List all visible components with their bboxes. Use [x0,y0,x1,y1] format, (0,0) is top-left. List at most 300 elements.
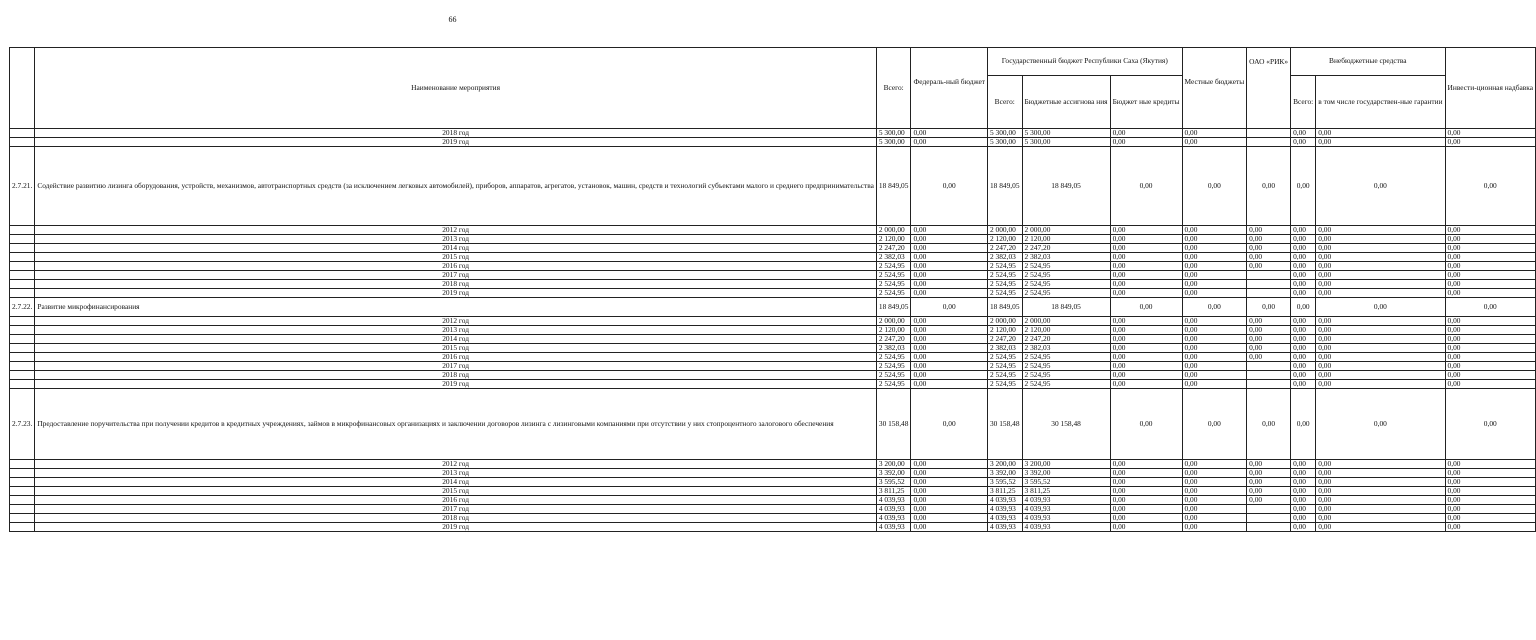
cell-budget-allocations: 3 392,00 [1022,469,1110,478]
cell-state-total: 4 039,93 [987,505,1022,514]
cell-rik: 0,00 [1247,244,1291,253]
header-state-total: Всего: [987,76,1022,129]
cell-investment: 0,00 [1445,389,1535,460]
cell-budget-allocations: 2 120,00 [1022,326,1110,335]
cell-budget-credits: 0,00 [1110,353,1182,362]
cell-rik: 0,00 [1247,317,1291,326]
cell-total: 2 524,95 [876,280,911,289]
cell-budget-credits: 0,00 [1110,460,1182,469]
cell-state-guarantees: 0,00 [1316,298,1445,317]
cell-state-total: 2 000,00 [987,226,1022,235]
measure-code [10,262,35,271]
page-number: 66 [448,15,457,24]
cell-state-guarantees: 0,00 [1316,523,1445,532]
header-rik: ОАО «РИК» [1247,48,1291,129]
cell-extra-total: 0,00 [1291,460,1316,469]
year-label: 2016 год [35,353,877,362]
cell-total: 2 247,20 [876,335,911,344]
cell-state-total: 4 039,93 [987,523,1022,532]
cell-extra-total: 0,00 [1291,317,1316,326]
cell-local: 0,00 [1182,235,1247,244]
year-row [10,496,1536,505]
cell-investment: 0,00 [1445,271,1535,280]
cell-local: 0,00 [1182,262,1247,271]
header-local: Местные бюджеты [1182,48,1247,129]
cell-total: 3 595,52 [876,478,911,487]
cell-extra-total: 0,00 [1291,362,1316,371]
cell-extra-total: 0,00 [1291,389,1316,460]
measure-code [10,317,35,326]
cell-investment: 0,00 [1445,514,1535,523]
cell-budget-credits: 0,00 [1110,523,1182,532]
cell-local: 0,00 [1182,335,1247,344]
year-label: 2013 год [35,326,877,335]
cell-budget-allocations: 2 524,95 [1022,380,1110,389]
cell-total: 4 039,93 [876,496,911,505]
cell-budget-credits: 0,00 [1110,298,1182,317]
cell-state-total: 2 524,95 [987,380,1022,389]
cell-budget-allocations: 2 524,95 [1022,271,1110,280]
cell-state-guarantees: 0,00 [1316,235,1445,244]
cell-federal: 0,00 [911,280,988,289]
year-row [10,460,1536,469]
cell-budget-allocations: 2 120,00 [1022,235,1110,244]
cell-budget-credits: 0,00 [1110,317,1182,326]
measure-code [10,138,35,147]
measure-code [10,271,35,280]
cell-budget-allocations: 2 524,95 [1022,353,1110,362]
cell-budget-allocations: 18 849,05 [1022,147,1110,226]
budget-table [9,47,1536,532]
header-federal: Федераль-ный бюджет [911,48,988,129]
cell-budget-allocations: 2 247,20 [1022,335,1110,344]
cell-state-guarantees: 0,00 [1316,226,1445,235]
year-label: 2017 год [35,505,877,514]
cell-total: 5 300,00 [876,129,911,138]
measure-code [10,496,35,505]
cell-state-total: 2 382,03 [987,253,1022,262]
header-total: Всего: [876,48,911,129]
measure-code [10,335,35,344]
cell-state-total: 2 382,03 [987,344,1022,353]
year-label: 2012 год [35,226,877,235]
cell-total: 2 000,00 [876,226,911,235]
cell-budget-allocations: 3 811,25 [1022,487,1110,496]
cell-extra-total: 0,00 [1291,469,1316,478]
cell-total: 3 200,00 [876,460,911,469]
cell-federal: 0,00 [911,514,988,523]
cell-local: 0,00 [1182,129,1247,138]
cell-total: 2 120,00 [876,326,911,335]
cell-local: 0,00 [1182,371,1247,380]
cell-rik [1247,371,1291,380]
cell-state-total: 18 849,05 [987,298,1022,317]
cell-total: 2 000,00 [876,317,911,326]
cell-budget-credits: 0,00 [1110,371,1182,380]
cell-budget-allocations: 3 200,00 [1022,460,1110,469]
cell-investment: 0,00 [1445,460,1535,469]
cell-budget-credits: 0,00 [1110,514,1182,523]
cell-budget-credits: 0,00 [1110,271,1182,280]
cell-rik [1247,362,1291,371]
cell-budget-allocations: 4 039,93 [1022,514,1110,523]
measure-code [10,460,35,469]
cell-federal: 0,00 [911,317,988,326]
cell-state-guarantees: 0,00 [1316,335,1445,344]
cell-investment: 0,00 [1445,235,1535,244]
cell-local: 0,00 [1182,226,1247,235]
cell-investment: 0,00 [1445,129,1535,138]
cell-investment: 0,00 [1445,380,1535,389]
year-label: 2018 год [35,280,877,289]
cell-total: 2 524,95 [876,362,911,371]
measure-code: 2.7.22. [10,298,35,317]
cell-budget-credits: 0,00 [1110,335,1182,344]
cell-budget-allocations: 4 039,93 [1022,505,1110,514]
measure-name: Содействие развитию лизинга оборудования, устройств, механизмов, автотранспортных средств (за исключением легковых автомобилей), приборов, аппаратов, агрегатов, установок, машин, средств и технологий субъектами малого и среднего предпринимательства [35,147,877,226]
cell-investment: 0,00 [1445,147,1535,226]
year-label: 2015 год [35,344,877,353]
cell-budget-credits: 0,00 [1110,496,1182,505]
cell-local: 0,00 [1182,280,1247,289]
cell-local: 0,00 [1182,138,1247,147]
cell-budget-credits: 0,00 [1110,129,1182,138]
cell-budget-allocations: 2 524,95 [1022,289,1110,298]
measure-code [10,487,35,496]
cell-state-total: 3 595,52 [987,478,1022,487]
header-name: Наименование мероприятия [35,48,877,129]
cell-extra-total: 0,00 [1291,487,1316,496]
cell-rik: 0,00 [1247,298,1291,317]
year-row [10,505,1536,514]
cell-total: 2 524,95 [876,380,911,389]
cell-state-total: 3 392,00 [987,469,1022,478]
year-row [10,371,1536,380]
cell-budget-allocations: 2 524,95 [1022,280,1110,289]
cell-state-total: 30 158,48 [987,389,1022,460]
measure-code [10,362,35,371]
cell-federal: 0,00 [911,362,988,371]
cell-budget-credits: 0,00 [1110,289,1182,298]
cell-rik: 0,00 [1247,469,1291,478]
cell-state-guarantees: 0,00 [1316,317,1445,326]
cell-extra-total: 0,00 [1291,478,1316,487]
cell-state-guarantees: 0,00 [1316,496,1445,505]
cell-extra-total: 0,00 [1291,271,1316,280]
measure-code: 2.7.23. [10,389,35,460]
cell-state-total: 4 039,93 [987,496,1022,505]
year-label: 2019 год [35,289,877,298]
cell-state-guarantees: 0,00 [1316,262,1445,271]
cell-rik [1247,271,1291,280]
cell-rik: 0,00 [1247,326,1291,335]
cell-budget-credits: 0,00 [1110,244,1182,253]
cell-investment: 0,00 [1445,326,1535,335]
measure-code [10,523,35,532]
cell-state-total: 2 120,00 [987,235,1022,244]
cell-federal: 0,00 [911,326,988,335]
cell-local: 0,00 [1182,460,1247,469]
header-budget-credits: Бюджет ные кредиты [1110,76,1182,129]
year-row [10,353,1536,362]
cell-extra-total: 0,00 [1291,326,1316,335]
year-label: 2018 год [35,371,877,380]
cell-total: 2 247,20 [876,244,911,253]
cell-total: 18 849,05 [876,147,911,226]
cell-investment: 0,00 [1445,344,1535,353]
cell-state-total: 3 200,00 [987,460,1022,469]
cell-budget-allocations: 18 849,05 [1022,298,1110,317]
cell-investment: 0,00 [1445,487,1535,496]
cell-state-total: 2 524,95 [987,280,1022,289]
cell-budget-allocations: 2 000,00 [1022,226,1110,235]
header-extra-total: Всего: [1291,76,1316,129]
cell-investment: 0,00 [1445,496,1535,505]
cell-extra-total: 0,00 [1291,244,1316,253]
year-row [10,335,1536,344]
cell-extra-total: 0,00 [1291,138,1316,147]
cell-budget-credits: 0,00 [1110,138,1182,147]
cell-extra-total: 0,00 [1291,253,1316,262]
cell-federal: 0,00 [911,298,988,317]
cell-state-guarantees: 0,00 [1316,389,1445,460]
cell-extra-total: 0,00 [1291,505,1316,514]
cell-investment: 0,00 [1445,262,1535,271]
cell-state-guarantees: 0,00 [1316,280,1445,289]
cell-state-total: 2 524,95 [987,262,1022,271]
cell-federal: 0,00 [911,389,988,460]
cell-investment: 0,00 [1445,505,1535,514]
cell-budget-allocations: 5 300,00 [1022,129,1110,138]
cell-extra-total: 0,00 [1291,262,1316,271]
cell-investment: 0,00 [1445,253,1535,262]
cell-state-total: 4 039,93 [987,514,1022,523]
header-investment: Инвести-ционная надбавка [1445,48,1535,129]
cell-extra-total: 0,00 [1291,289,1316,298]
cell-rik: 0,00 [1247,496,1291,505]
cell-extra-total: 0,00 [1291,280,1316,289]
year-row [10,362,1536,371]
cell-federal: 0,00 [911,138,988,147]
cell-total: 4 039,93 [876,523,911,532]
cell-budget-credits: 0,00 [1110,147,1182,226]
year-row [10,244,1536,253]
cell-total: 3 392,00 [876,469,911,478]
cell-investment: 0,00 [1445,353,1535,362]
measure-code [10,289,35,298]
cell-budget-credits: 0,00 [1110,380,1182,389]
year-row [10,380,1536,389]
measure-code [10,244,35,253]
cell-local: 0,00 [1182,244,1247,253]
measure-code [10,129,35,138]
cell-budget-credits: 0,00 [1110,226,1182,235]
cell-state-guarantees: 0,00 [1316,460,1445,469]
cell-extra-total: 0,00 [1291,226,1316,235]
year-row [10,469,1536,478]
year-label: 2017 год [35,271,877,280]
cell-extra-total: 0,00 [1291,335,1316,344]
cell-rik [1247,129,1291,138]
cell-state-guarantees: 0,00 [1316,147,1445,226]
cell-federal: 0,00 [911,469,988,478]
measure-name: Предоставление поручительства при получении кредитов в кредитных учреждениях, займов в микрофинансовых организациях и заключении договоров лизинга с лизинговыми компаниями при отсутствии у них стопроцентного залогового обеспечения [35,389,877,460]
header-budget-allocations: Бюджетные ассигнова ния [1022,76,1110,129]
year-row [10,344,1536,353]
cell-local: 0,00 [1182,344,1247,353]
cell-budget-credits: 0,00 [1110,262,1182,271]
cell-local: 0,00 [1182,380,1247,389]
cell-local: 0,00 [1182,326,1247,335]
cell-rik [1247,380,1291,389]
cell-federal: 0,00 [911,460,988,469]
year-label: 2014 год [35,244,877,253]
cell-local: 0,00 [1182,317,1247,326]
cell-federal: 0,00 [911,344,988,353]
year-label: 2018 год [35,129,877,138]
cell-budget-allocations: 3 595,52 [1022,478,1110,487]
cell-federal: 0,00 [911,380,988,389]
cell-rik [1247,280,1291,289]
year-row [10,514,1536,523]
year-row [10,326,1536,335]
cell-budget-credits: 0,00 [1110,505,1182,514]
cell-rik: 0,00 [1247,262,1291,271]
measure-code [10,326,35,335]
year-row [10,280,1536,289]
cell-federal: 0,00 [911,226,988,235]
cell-local: 0,00 [1182,289,1247,298]
cell-rik: 0,00 [1247,147,1291,226]
cell-state-guarantees: 0,00 [1316,380,1445,389]
cell-total: 2 382,03 [876,253,911,262]
cell-total: 4 039,93 [876,505,911,514]
cell-federal: 0,00 [911,253,988,262]
cell-state-total: 2 247,20 [987,244,1022,253]
cell-local: 0,00 [1182,487,1247,496]
cell-local: 0,00 [1182,469,1247,478]
year-label: 2018 год [35,514,877,523]
cell-state-guarantees: 0,00 [1316,326,1445,335]
cell-budget-credits: 0,00 [1110,389,1182,460]
measure-code [10,353,35,362]
cell-federal: 0,00 [911,244,988,253]
cell-state-total: 2 247,20 [987,335,1022,344]
year-row [10,262,1536,271]
cell-federal: 0,00 [911,487,988,496]
cell-state-guarantees: 0,00 [1316,371,1445,380]
cell-rik: 0,00 [1247,235,1291,244]
measure-name: Развитие микрофинансирования [35,298,877,317]
cell-federal: 0,00 [911,496,988,505]
cell-extra-total: 0,00 [1291,344,1316,353]
cell-budget-credits: 0,00 [1110,362,1182,371]
cell-extra-total: 0,00 [1291,523,1316,532]
cell-investment: 0,00 [1445,226,1535,235]
year-row [10,138,1536,147]
measure-code: 2.7.21. [10,147,35,226]
cell-rik: 0,00 [1247,478,1291,487]
cell-federal: 0,00 [911,505,988,514]
cell-state-guarantees: 0,00 [1316,244,1445,253]
cell-state-guarantees: 0,00 [1316,289,1445,298]
header-code-cell [10,48,35,129]
cell-state-total: 2 524,95 [987,271,1022,280]
year-label: 2019 год [35,523,877,532]
cell-total: 5 300,00 [876,138,911,147]
cell-federal: 0,00 [911,235,988,244]
header-state-budget: Государственный бюджет Республики Саха (Якутия) [987,48,1182,76]
cell-state-total: 2 000,00 [987,317,1022,326]
cell-extra-total: 0,00 [1291,235,1316,244]
year-label: 2012 год [35,460,877,469]
year-label: 2015 год [35,253,877,262]
cell-state-guarantees: 0,00 [1316,514,1445,523]
year-row [10,235,1536,244]
measure-code [10,478,35,487]
cell-total: 2 524,95 [876,289,911,298]
cell-state-guarantees: 0,00 [1316,478,1445,487]
measure-code [10,280,35,289]
year-row [10,317,1536,326]
cell-budget-allocations: 2 382,03 [1022,344,1110,353]
cell-federal: 0,00 [911,353,988,362]
cell-state-total: 2 120,00 [987,326,1022,335]
cell-local: 0,00 [1182,362,1247,371]
cell-rik [1247,514,1291,523]
cell-budget-credits: 0,00 [1110,487,1182,496]
cell-rik [1247,138,1291,147]
cell-budget-credits: 0,00 [1110,478,1182,487]
cell-extra-total: 0,00 [1291,496,1316,505]
cell-federal: 0,00 [911,335,988,344]
cell-investment: 0,00 [1445,298,1535,317]
cell-investment: 0,00 [1445,138,1535,147]
cell-budget-credits: 0,00 [1110,469,1182,478]
year-label: 2016 год [35,262,877,271]
measure-row [10,147,1536,226]
cell-local: 0,00 [1182,478,1247,487]
cell-state-total: 5 300,00 [987,129,1022,138]
measure-code [10,505,35,514]
year-label: 2019 год [35,380,877,389]
cell-state-total: 3 811,25 [987,487,1022,496]
cell-extra-total: 0,00 [1291,129,1316,138]
cell-total: 2 524,95 [876,262,911,271]
measure-row [10,298,1536,317]
cell-local: 0,00 [1182,389,1247,460]
cell-state-total: 18 849,05 [987,147,1022,226]
cell-investment: 0,00 [1445,362,1535,371]
cell-investment: 0,00 [1445,317,1535,326]
measure-code [10,253,35,262]
cell-state-guarantees: 0,00 [1316,253,1445,262]
year-row [10,226,1536,235]
cell-federal: 0,00 [911,262,988,271]
cell-state-guarantees: 0,00 [1316,129,1445,138]
cell-investment: 0,00 [1445,523,1535,532]
measure-code [10,344,35,353]
measure-code [10,371,35,380]
year-label: 2013 год [35,235,877,244]
cell-state-total: 2 524,95 [987,289,1022,298]
cell-state-guarantees: 0,00 [1316,138,1445,147]
cell-budget-allocations: 4 039,93 [1022,496,1110,505]
cell-extra-total: 0,00 [1291,380,1316,389]
cell-rik: 0,00 [1247,389,1291,460]
cell-state-guarantees: 0,00 [1316,487,1445,496]
cell-investment: 0,00 [1445,371,1535,380]
